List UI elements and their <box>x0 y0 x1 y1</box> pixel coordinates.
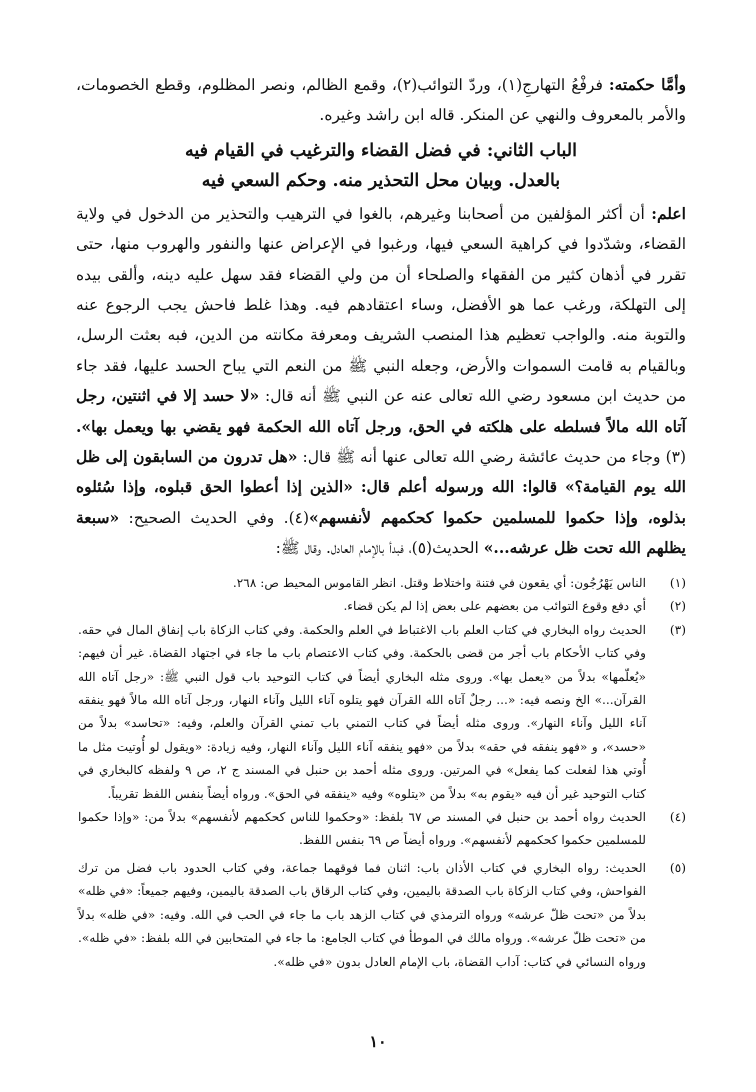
intro-text: فرفْعُ التهارجِ(١)، وردّ التوائب(٢)، وقمع الظالم، ونصر المظلوم، وقطع الخصومات، والأمر بالمعروف والنهي عن المنكر. قاله ابن راشد وغيره. <box>76 76 686 125</box>
footnote-item <box>78 572 686 595</box>
main-text <box>76 70 686 564</box>
footnote-item <box>78 857 686 974</box>
chapter-heading-line-1: الباب الثاني: في فضل القضاء والترغيب في القيام فيه <box>185 140 577 161</box>
footnote-number: (٥) <box>669 860 686 875</box>
intro-paragraph <box>76 70 686 131</box>
body-paragraph <box>76 199 686 564</box>
hadith-quote: «هل تدرون من السابقون إلى ظل الله يوم القيامة؟» قالوا: الله ورسوله أعلم قال: «الذين إذا أعطوا الحق قبلوه، وإذا سُئلوه بذلوه، وإذا حكموا للمسلمين حكموا كحكمهم لأنفسهم» <box>76 447 686 527</box>
footnotes <box>78 572 686 974</box>
footnote-text: أي دفع وقوع التوائب من بعضهم على بعض إذا لم يكن قضاء. <box>343 599 646 614</box>
footnote-number: (٤) <box>669 810 686 825</box>
footnote-number: (٣) <box>669 622 686 637</box>
body-text: (٤). وفي الحديث الصحيح: <box>119 508 310 527</box>
footnote-text: الحديث رواه أحمد بن حنبل في المسند ص ٦٧ بلفظ: «وحكموا للناس كحكمهم لأنفسهم» بدلاً من: «وإذا حكموا للمسلمين حكموا كحكمهم لأنفسهم». ورواه أيضاً ص ٦٩ بنفس اللفظ. <box>78 810 646 848</box>
chapter-heading <box>76 136 686 196</box>
hadith-quote: «لا حسد إلا في اثنتين، رجل آتاه الله مالاً فسلطه على هلكته في الحق، ورجل آتاه الله الحكمة فهو يقضي بها ويعمل بها». <box>76 386 686 436</box>
footnote-number: (٢) <box>669 599 686 614</box>
footnote-text: الناس يَهْرُجُون: أي يقعون في فتنة واختلاط وقتل. انظر القاموس المحيط ص: ٢٦٨. <box>232 576 646 590</box>
body-text: الحديث(٥)، فبدأ بالإمام العادل. وقال ﷺ: <box>275 539 484 558</box>
footnote-text: الحديث رواه البخاري في كتاب العلم باب الاغتباط في العلم والحكمة. وفي كتاب الزكاة باب إنفاق المال في حقه. وفي كتاب الأحكام باب أجر من قضى بالحكمة. وفي كتاب الاعتصام باب ما جاء في اجتهاد القضاة. غير أن فيهم: «يُعلّمها» بدلاً من «يعمل بها». وروى مثله البخاري أيضاً في كتاب التوحيد باب قول النبي ﷺ: «رجل آتاه الله القرآن...» الخ ونصه فيه: «... رجلٌ آتاه الله القرآن فهو يتلوه آناء الليل وآناء النهار، ورجل آتاه الله مالاً فهو ينفقه آناء الليل وآناء النهار». وروى مثله أيضاً في كتاب التمني باب تمني القرآن والعلم، وفيه: «تحاسد» بدلاً من «حسد»، و «فهو ينفقه في حقه» بدلاً من «فهو ينفقه آناء الليل وآناء النهار، وفيه زيادة: «ويقول لو أُوتيت مثل ما أُوتي هذا لفعلت كما يفعل» في المرتين. وروى مثله أحمد بن حنبل في المسند ج ٢، ص ٩ ولفظه كالبخاري في كتاب التوحيد غير أن فيه «يقوم به» بدلاً من «يتلوه» وفيه «ينفقه في الحق». ورواه أيضاً بنفس اللفظ تقريباً. <box>78 622 646 801</box>
footnote-item <box>78 619 686 806</box>
footnote-item <box>78 806 686 853</box>
body-text: أن أكثر المؤلفين من أصحابنا وغيرهم، بالغوا في الترهيب والتحذير من الدخول في ولاية القضاء، وشدّدوا في كراهية السعي فيها، ورغبوا في الإعراض عنها والنفور والهروب منها، حتى تقرر في أذهان كثير من الفقهاء والصلحاء أن من ولي القضاء فقد سهل عليه دينه، وألقى بيده إلى التهلكة، ورغب عما هو الأفضل، وساء اعتقادهم فيه. وهذا غلط فاحش يجب الرجوع عنه والتوبة منه. والواجب تعظيم هذا المنصب الشريف ومعرفة مكانته من الدين، فبه بعثت الرسل، وبالقيام به قامت السموات والأرض، وجعله النبي ﷺ من النعم التي يباح الحسد عليها، فقد جاء من حديث ابن مسعود رضي الله تعالى عنه عن النبي ﷺ أنه قال: <box>76 204 686 406</box>
body-lead: اعلم: <box>651 203 686 223</box>
page-number: ١٠ <box>369 1032 387 1051</box>
footnote-number: (١) <box>669 576 686 590</box>
chapter-heading-line-2: بالعدل. وبيان محل التحذير منه. وحكم السعي فيه <box>201 170 561 191</box>
hadith-quote: «سبعة يظلهم الله تحت ظل عرشه...» <box>76 507 686 558</box>
footnote-text: الحديث: رواه البخاري في كتاب الأذان باب: اثنان فما فوقهما جماعة، وفي كتاب الحدود باب فضل من ترك الفواحش، وفي كتاب الزكاة باب الصدقة باليمين، وفي كتاب الرقاق باب الصدقة باليمين، وفيهم جميعاً: «في ظله» بدلاً من «تحت ظلّ عرشه» ورواه الترمذي في كتاب الزهد باب ما جاء في الحب في الله. وفيه: «في ظله» بدلاً من «تحت ظلّ عرشه». ورواه مالك في الموطأ في كتاب الجامع: ما جاء في المتحابين في الله بلفظ: «في ظله». ورواه النسائي في كتاب: آداب القضاة، باب الإمام العادل بدون «في ظله». <box>78 860 646 969</box>
body-text: (٣) وجاء من حديث عائشة رضي الله تعالى عنها أنه ﷺ قال: <box>297 448 687 467</box>
footnote-item <box>78 595 686 618</box>
intro-lead: وأمَّا حكمته: <box>608 75 686 94</box>
